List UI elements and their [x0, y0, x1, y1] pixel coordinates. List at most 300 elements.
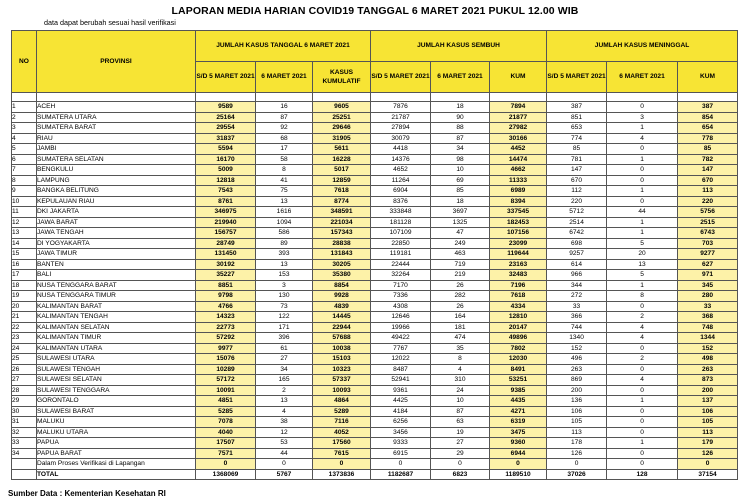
value-cell: 30079 [371, 133, 431, 144]
value-cell: 396 [256, 333, 313, 344]
value-cell: 57688 [313, 333, 371, 344]
province-name: SULAWESI SELATAN [37, 375, 196, 386]
value-cell: 282 [431, 291, 490, 302]
value-cell: 9257 [547, 249, 607, 260]
value-cell: 5017 [313, 165, 371, 176]
value-cell: 26 [431, 280, 490, 291]
total-row [12, 469, 738, 480]
value-cell: 0 [196, 459, 256, 470]
value-cell: 13 [256, 259, 313, 270]
total-label: TOTAL [37, 469, 196, 480]
value-cell: 1 [607, 280, 678, 291]
value-cell: 29554 [196, 123, 256, 134]
row-number: 6 [12, 154, 37, 165]
value-cell: 2 [256, 385, 313, 396]
value-cell: 1 [607, 123, 678, 134]
row-number: 18 [12, 280, 37, 291]
value-cell: 57337 [313, 375, 371, 386]
value-cell: 10093 [313, 385, 371, 396]
total-value: 37026 [547, 469, 607, 480]
value-cell: 181128 [371, 217, 431, 228]
row-number: 9 [12, 186, 37, 197]
value-cell: 92 [256, 123, 313, 134]
value-cell: 152 [678, 343, 738, 354]
value-cell: 0 [490, 459, 547, 470]
value-cell: 333848 [371, 207, 431, 218]
value-cell: 10289 [196, 364, 256, 375]
value-cell: 61 [256, 343, 313, 354]
value-cell: 25164 [196, 112, 256, 123]
value-cell: 7170 [371, 280, 431, 291]
value-cell: 73 [256, 301, 313, 312]
value-cell: 27 [431, 438, 490, 449]
value-cell: 17 [256, 144, 313, 155]
value-cell: 782 [678, 154, 738, 165]
value-cell: 344 [547, 280, 607, 291]
header-sembuh-hari: 6 MARET 2021 [431, 62, 490, 93]
province-name: KEPULAUAN RIAU [37, 196, 196, 207]
value-cell: 131450 [196, 249, 256, 260]
value-cell: 13 [256, 196, 313, 207]
province-name: SUMATERA SELATAN [37, 154, 196, 165]
value-cell: 1 [607, 438, 678, 449]
value-cell: 1094 [256, 217, 313, 228]
value-cell: 52941 [371, 375, 431, 386]
value-cell: 113 [678, 186, 738, 197]
value-cell: 0 [607, 144, 678, 155]
value-cell: 748 [678, 322, 738, 333]
value-cell: 75 [256, 186, 313, 197]
value-cell: 10038 [313, 343, 371, 354]
header-kasus-hari: 6 MARET 2021 [256, 62, 313, 93]
value-cell: 16 [256, 102, 313, 113]
value-cell: 7767 [371, 343, 431, 354]
value-cell: 107156 [490, 228, 547, 239]
header-mati-sd: S/D 5 MARET 2021 [547, 62, 607, 93]
value-cell: 22944 [313, 322, 371, 333]
value-cell: 3475 [490, 427, 547, 438]
value-cell: 4425 [371, 396, 431, 407]
value-cell: 30166 [490, 133, 547, 144]
value-cell: 387 [547, 102, 607, 113]
table-row [12, 238, 738, 249]
value-cell: 8487 [371, 364, 431, 375]
province-name: JAWA TIMUR [37, 249, 196, 260]
table-row [12, 406, 738, 417]
value-cell: 7116 [313, 417, 371, 428]
province-name: KALIMANTAN UTARA [37, 343, 196, 354]
value-cell: 873 [678, 375, 738, 386]
value-cell: 4 [256, 406, 313, 417]
value-cell: 7615 [313, 448, 371, 459]
province-name: PAPUA [37, 438, 196, 449]
value-cell: 670 [678, 175, 738, 186]
table-row [12, 438, 738, 449]
value-cell: 107109 [371, 228, 431, 239]
row-number: 31 [12, 417, 37, 428]
header-no: NO [12, 31, 37, 93]
row-number: 16 [12, 259, 37, 270]
value-cell: 0 [607, 448, 678, 459]
value-cell: 0 [431, 459, 490, 470]
province-name: JAWA BARAT [37, 217, 196, 228]
table-row [12, 459, 738, 470]
row-number: 15 [12, 249, 37, 260]
province-name: KALIMANTAN TIMUR [37, 333, 196, 344]
value-cell: 869 [547, 375, 607, 386]
value-cell: 63 [431, 417, 490, 428]
province-name: SULAWESI UTARA [37, 354, 196, 365]
value-cell: 1 [607, 228, 678, 239]
province-name: BENGKULU [37, 165, 196, 176]
value-cell: 971 [678, 270, 738, 281]
value-cell: 6256 [371, 417, 431, 428]
value-cell: 20 [607, 249, 678, 260]
table-row [12, 270, 738, 281]
table-row [12, 207, 738, 218]
value-cell: 157343 [313, 228, 371, 239]
value-cell: 14474 [490, 154, 547, 165]
value-cell: 8 [607, 291, 678, 302]
value-cell: 38 [256, 417, 313, 428]
value-cell: 703 [678, 238, 738, 249]
table-row [12, 186, 738, 197]
verification-note: data dapat berubah sesuai hasil verifikasi [44, 18, 176, 27]
total-value: 1368069 [196, 469, 256, 480]
value-cell: 463 [431, 249, 490, 260]
value-cell: 85 [547, 144, 607, 155]
value-cell: 9277 [678, 249, 738, 260]
value-cell: 1 [607, 217, 678, 228]
value-cell: 4334 [490, 301, 547, 312]
value-cell: 9333 [371, 438, 431, 449]
header-mati-kum: KUM [678, 62, 738, 93]
value-cell: 2514 [547, 217, 607, 228]
row-number: 29 [12, 396, 37, 407]
header-kasus-kum: KASUS KUMULATIF [313, 62, 371, 93]
value-cell: 221034 [313, 217, 371, 228]
province-name: DI YOGYAKARTA [37, 238, 196, 249]
value-cell: 112 [547, 186, 607, 197]
value-cell: 1616 [256, 207, 313, 218]
value-cell: 22773 [196, 322, 256, 333]
value-cell: 10 [431, 165, 490, 176]
row-number: 5 [12, 144, 37, 155]
value-cell: 4271 [490, 406, 547, 417]
row-number: 19 [12, 291, 37, 302]
value-cell: 14323 [196, 312, 256, 323]
row-number: 17 [12, 270, 37, 281]
value-cell: 219940 [196, 217, 256, 228]
value-cell: 41 [256, 175, 313, 186]
value-cell: 719 [431, 259, 490, 270]
table-row [12, 280, 738, 291]
value-cell: 4864 [313, 396, 371, 407]
value-cell: 8854 [313, 280, 371, 291]
table-row [12, 228, 738, 239]
value-cell: 14376 [371, 154, 431, 165]
table-row [12, 102, 738, 113]
value-cell: 366 [547, 312, 607, 323]
value-cell: 0 [313, 459, 371, 470]
value-cell: 34 [256, 364, 313, 375]
value-cell: 164 [431, 312, 490, 323]
value-cell: 8376 [371, 196, 431, 207]
value-cell: 5009 [196, 165, 256, 176]
row-number: 21 [12, 312, 37, 323]
table-row [12, 343, 738, 354]
value-cell: 4766 [196, 301, 256, 312]
header-kasus-sd: S/D 5 MARET 2021 [196, 62, 256, 93]
value-cell: 131843 [313, 249, 371, 260]
value-cell: 68 [256, 133, 313, 144]
value-cell: 698 [547, 238, 607, 249]
value-cell: 90 [431, 112, 490, 123]
value-cell: 19 [431, 427, 490, 438]
value-cell: 4308 [371, 301, 431, 312]
row-number: 4 [12, 133, 37, 144]
value-cell: 4435 [490, 396, 547, 407]
value-cell: 4851 [196, 396, 256, 407]
total-blank [12, 469, 37, 480]
value-cell: 88 [431, 123, 490, 134]
value-cell: 200 [547, 385, 607, 396]
value-cell: 345 [678, 280, 738, 291]
value-cell: 9977 [196, 343, 256, 354]
value-cell: 58 [256, 154, 313, 165]
value-cell: 33 [547, 301, 607, 312]
row-number: 20 [12, 301, 37, 312]
row-number: 26 [12, 364, 37, 375]
data-source: Sumber Data : Kementerian Kesehatan RI [8, 489, 166, 498]
value-cell: 181 [431, 322, 490, 333]
value-cell: 0 [371, 459, 431, 470]
row-number: 22 [12, 322, 37, 333]
value-cell: 182453 [490, 217, 547, 228]
value-cell: 21787 [371, 112, 431, 123]
value-cell: 136 [547, 396, 607, 407]
value-cell: 13 [607, 259, 678, 270]
row-number: 12 [12, 217, 37, 228]
value-cell: 69 [431, 175, 490, 186]
value-cell: 44 [256, 448, 313, 459]
total-value: 37154 [678, 469, 738, 480]
province-name: KALIMANTAN SELATAN [37, 322, 196, 333]
value-cell: 966 [547, 270, 607, 281]
value-cell: 393 [256, 249, 313, 260]
table-row [12, 375, 738, 386]
value-cell: 654 [678, 123, 738, 134]
value-cell: 21877 [490, 112, 547, 123]
province-name: BANGKA BELITUNG [37, 186, 196, 197]
value-cell: 474 [431, 333, 490, 344]
value-cell: 10 [431, 396, 490, 407]
table-row [12, 427, 738, 438]
value-cell: 6989 [490, 186, 547, 197]
value-cell: 23099 [490, 238, 547, 249]
value-cell: 33 [678, 301, 738, 312]
header-provinsi: PROVINSI [37, 31, 196, 93]
province-name: JAWA TENGAH [37, 228, 196, 239]
value-cell: 5 [607, 270, 678, 281]
value-cell: 27982 [490, 123, 547, 134]
province-name: BALI [37, 270, 196, 281]
value-cell: 8491 [490, 364, 547, 375]
value-cell: 653 [547, 123, 607, 134]
value-cell: 16228 [313, 154, 371, 165]
value-cell: 87 [256, 112, 313, 123]
value-cell: 28838 [313, 238, 371, 249]
value-cell: 6915 [371, 448, 431, 459]
value-cell: 12646 [371, 312, 431, 323]
value-cell: 263 [678, 364, 738, 375]
province-name: BANTEN [37, 259, 196, 270]
value-cell: 49896 [490, 333, 547, 344]
table-row [12, 322, 738, 333]
total-value: 1373836 [313, 469, 371, 480]
province-name: SULAWESI BARAT [37, 406, 196, 417]
value-cell: 105 [678, 417, 738, 428]
table-row [12, 249, 738, 260]
value-cell: 137 [678, 396, 738, 407]
value-cell: 57172 [196, 375, 256, 386]
value-cell: 9360 [490, 438, 547, 449]
value-cell: 17507 [196, 438, 256, 449]
value-cell: 171 [256, 322, 313, 333]
value-cell: 200 [678, 385, 738, 396]
value-cell: 1 [607, 154, 678, 165]
value-cell: 5594 [196, 144, 256, 155]
value-cell: 4839 [313, 301, 371, 312]
value-cell: 15103 [313, 354, 371, 365]
value-cell: 10323 [313, 364, 371, 375]
value-cell: 9605 [313, 102, 371, 113]
value-cell: 53251 [490, 375, 547, 386]
value-cell: 280 [678, 291, 738, 302]
value-cell: 5285 [196, 406, 256, 417]
total-value: 5767 [256, 469, 313, 480]
province-name: SULAWESI TENGGARA [37, 385, 196, 396]
value-cell: 0 [607, 459, 678, 470]
value-cell: 0 [607, 165, 678, 176]
province-name: LAMPUNG [37, 175, 196, 186]
value-cell: 49422 [371, 333, 431, 344]
header-mati-hari: 6 MARET 2021 [607, 62, 678, 93]
value-cell: 0 [547, 459, 607, 470]
table-row [12, 333, 738, 344]
value-cell: 6742 [547, 228, 607, 239]
value-cell: 153 [256, 270, 313, 281]
value-cell: 337545 [490, 207, 547, 218]
value-cell: 0 [607, 175, 678, 186]
value-cell: 0 [607, 343, 678, 354]
row-number: 14 [12, 238, 37, 249]
value-cell: 126 [678, 448, 738, 459]
value-cell: 14445 [313, 312, 371, 323]
value-cell: 35380 [313, 270, 371, 281]
value-cell: 57292 [196, 333, 256, 344]
value-cell: 8761 [196, 196, 256, 207]
value-cell: 10091 [196, 385, 256, 396]
value-cell: 147 [547, 165, 607, 176]
report-title: LAPORAN MEDIA HARIAN COVID19 TANGGAL 6 MARET 2021 PUKUL 12.00 WIB [171, 5, 579, 17]
value-cell: 12818 [196, 175, 256, 186]
value-cell: 4 [607, 333, 678, 344]
value-cell: 4 [431, 364, 490, 375]
table-row [12, 385, 738, 396]
value-cell: 29 [431, 448, 490, 459]
header-sembuh-kum: KUM [490, 62, 547, 93]
value-cell: 179 [678, 438, 738, 449]
table-row [12, 175, 738, 186]
value-cell: 5611 [313, 144, 371, 155]
row-number: 24 [12, 343, 37, 354]
value-cell: 0 [607, 406, 678, 417]
covid-report-table [11, 30, 738, 480]
table-row [12, 196, 738, 207]
row-number: 23 [12, 333, 37, 344]
header-group-meninggal: JUMLAH KASUS MENINGGAL [547, 31, 738, 62]
value-cell: 614 [547, 259, 607, 270]
value-cell: 2515 [678, 217, 738, 228]
value-cell: 7802 [490, 343, 547, 354]
total-value: 1189510 [490, 469, 547, 480]
value-cell: 627 [678, 259, 738, 270]
row-number: 33 [12, 438, 37, 449]
value-cell: 20147 [490, 322, 547, 333]
value-cell: 178 [547, 438, 607, 449]
value-cell: 7618 [490, 291, 547, 302]
table-row [12, 364, 738, 375]
value-cell: 6743 [678, 228, 738, 239]
province-name: SULAWESI TENGAH [37, 364, 196, 375]
value-cell: 119644 [490, 249, 547, 260]
value-cell: 781 [547, 154, 607, 165]
value-cell: 0 [256, 459, 313, 470]
value-cell: 387 [678, 102, 738, 113]
value-cell: 744 [547, 322, 607, 333]
value-cell: 47 [431, 228, 490, 239]
value-cell: 4452 [490, 144, 547, 155]
value-cell: 85 [431, 186, 490, 197]
value-cell: 0 [607, 427, 678, 438]
value-cell: 29646 [313, 123, 371, 134]
value-cell: 113 [678, 427, 738, 438]
value-cell: 851 [547, 112, 607, 123]
value-cell: 8394 [490, 196, 547, 207]
value-cell: 26 [431, 301, 490, 312]
row-number: 13 [12, 228, 37, 239]
value-cell: 12859 [313, 175, 371, 186]
row-number: 28 [12, 385, 37, 396]
value-cell: 89 [256, 238, 313, 249]
value-cell: 119181 [371, 249, 431, 260]
value-cell: 272 [547, 291, 607, 302]
value-cell: 0 [607, 301, 678, 312]
table-row [12, 259, 738, 270]
value-cell: 8851 [196, 280, 256, 291]
value-cell: 0 [607, 385, 678, 396]
value-cell: 106 [547, 406, 607, 417]
value-cell: 0 [678, 459, 738, 470]
value-cell: 9361 [371, 385, 431, 396]
value-cell: 17560 [313, 438, 371, 449]
row-number: 10 [12, 196, 37, 207]
value-cell: 854 [678, 112, 738, 123]
value-cell: 1325 [431, 217, 490, 228]
value-cell: 106 [678, 406, 738, 417]
row-number: 2 [12, 112, 37, 123]
